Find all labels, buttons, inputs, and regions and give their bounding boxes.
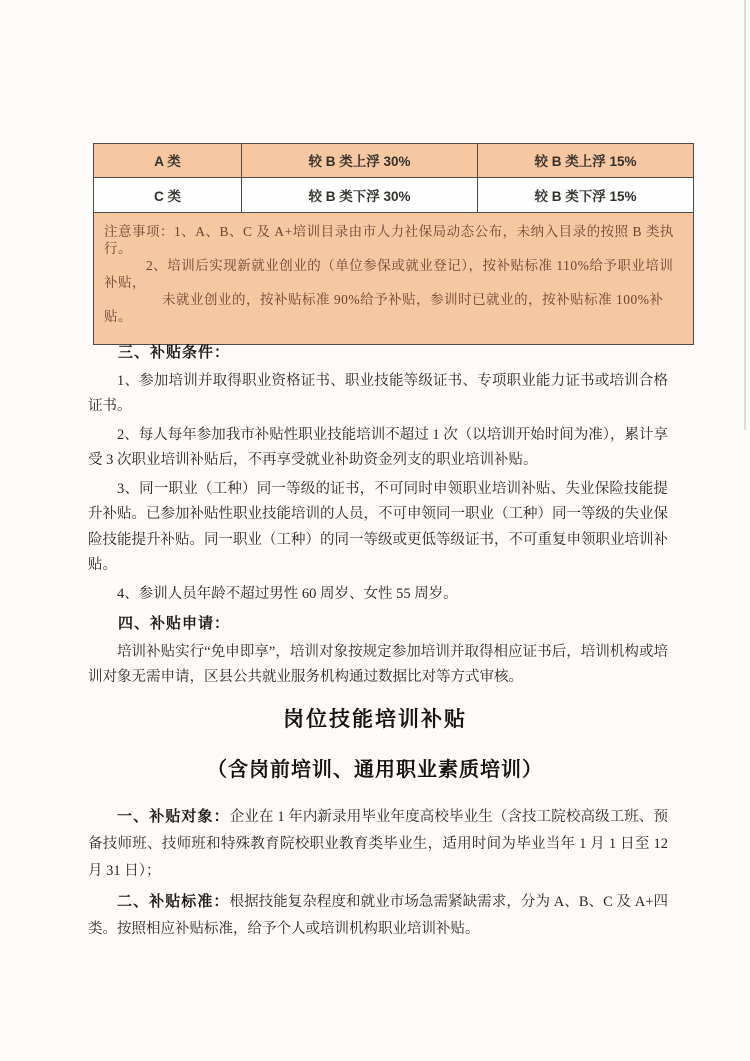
section3-item-3: 3、同一职业（工种）同一等级的证书，不可同时申领职业培训补贴、失业保险技能提升补贴。已参加补贴性职业技能培训的人员，不可申领同一职业（工种）同一等级的失业保险技能提升补贴。同一职业（工种）的同一等级或更低等级证书，不可重复申领职业培训补贴。 [88,480,668,573]
scan-edge-artifact [744,0,746,430]
table-row-notes [94,213,694,345]
section4-paragraph: 培训补贴实行“免申即享”，培训对象按规定参加培训并取得相应证书后，培训机构或培训对象无需申请，区县公共就业服务机构通过数据比对等方式审核。 [88,643,668,685]
subsidy-class-table [93,143,694,345]
document-title: 岗位技能培训补贴 [283,708,467,731]
table-row-class-a [94,144,694,178]
section1-text: 企业在 1 年内新录用毕业年度高校毕业生（含技工院校高级工班、预备技师班、技师班和特殊教育院校职业教育类毕业生，适用时间为毕业当年 1 月 1 日至 12 月 31 日）； [88,809,668,879]
body-sections-3-4 [88,340,668,694]
body-sections-1-2 [88,803,668,946]
section2-paragraph [88,888,668,943]
cell-class-a-individual-rate: 较 B 类上浮 30% [242,144,478,178]
cell-class-c-org-rate: 较 B 类下浮 15% [478,178,694,213]
note-line-2: 2、培训后实现新就业创业的（单位参保或就业登记），按补贴标准 110%给予职业培训补贴， [104,258,674,290]
note-line-1: 注意事项：1、A、B、C 及 A+培训目录由市人力社保局动态公布，未纳入目录的按照 B 类执行。 [104,224,674,256]
notes-cell [94,213,694,345]
section1-paragraph [88,803,668,885]
cell-class-a: A 类 [94,144,242,178]
table-row-class-c [94,178,694,213]
section2-label: 二、补贴标准： [117,893,230,910]
section3-heading: 三、补贴条件： [118,344,231,361]
cell-class-c: C 类 [94,178,242,213]
cell-class-c-individual-rate: 较 B 类下浮 30% [242,178,478,213]
section3-item-4: 4、参训人员年龄不超过男性 60 周岁、女性 55 周岁。 [117,585,458,602]
section3-item-2: 2、每人每年参加我市补贴性职业技能培训不超过 1 次（以培训开始时间为准），累计享受 3 次职业培训补贴后，不再享受就业补助资金列支的职业培训补贴。 [88,426,668,468]
cell-class-a-org-rate: 较 B 类上浮 15% [478,144,694,178]
document-subtitle: （含岗前培训、通用职业素质培训） [207,759,543,781]
section1-label: 一、补贴对象： [117,808,230,825]
note-line-3: 未就业创业的，按补贴标准 90%给予补贴，参训时已就业的，按补贴标准 100%补贴。 [104,292,664,324]
section4-heading: 四、补贴申请： [118,615,231,632]
section2-text: 根据技能复杂程度和就业市场急需紧缺需求，分为 A、B、C 及 A+四类。按照相应补贴标准，给予个人或培训机构职业培训补贴。 [88,894,668,937]
section3-item-1: 1、参加培训并取得职业资格证书、职业技能等级证书、专项职业能力证书或培训合格证书。 [88,372,668,414]
